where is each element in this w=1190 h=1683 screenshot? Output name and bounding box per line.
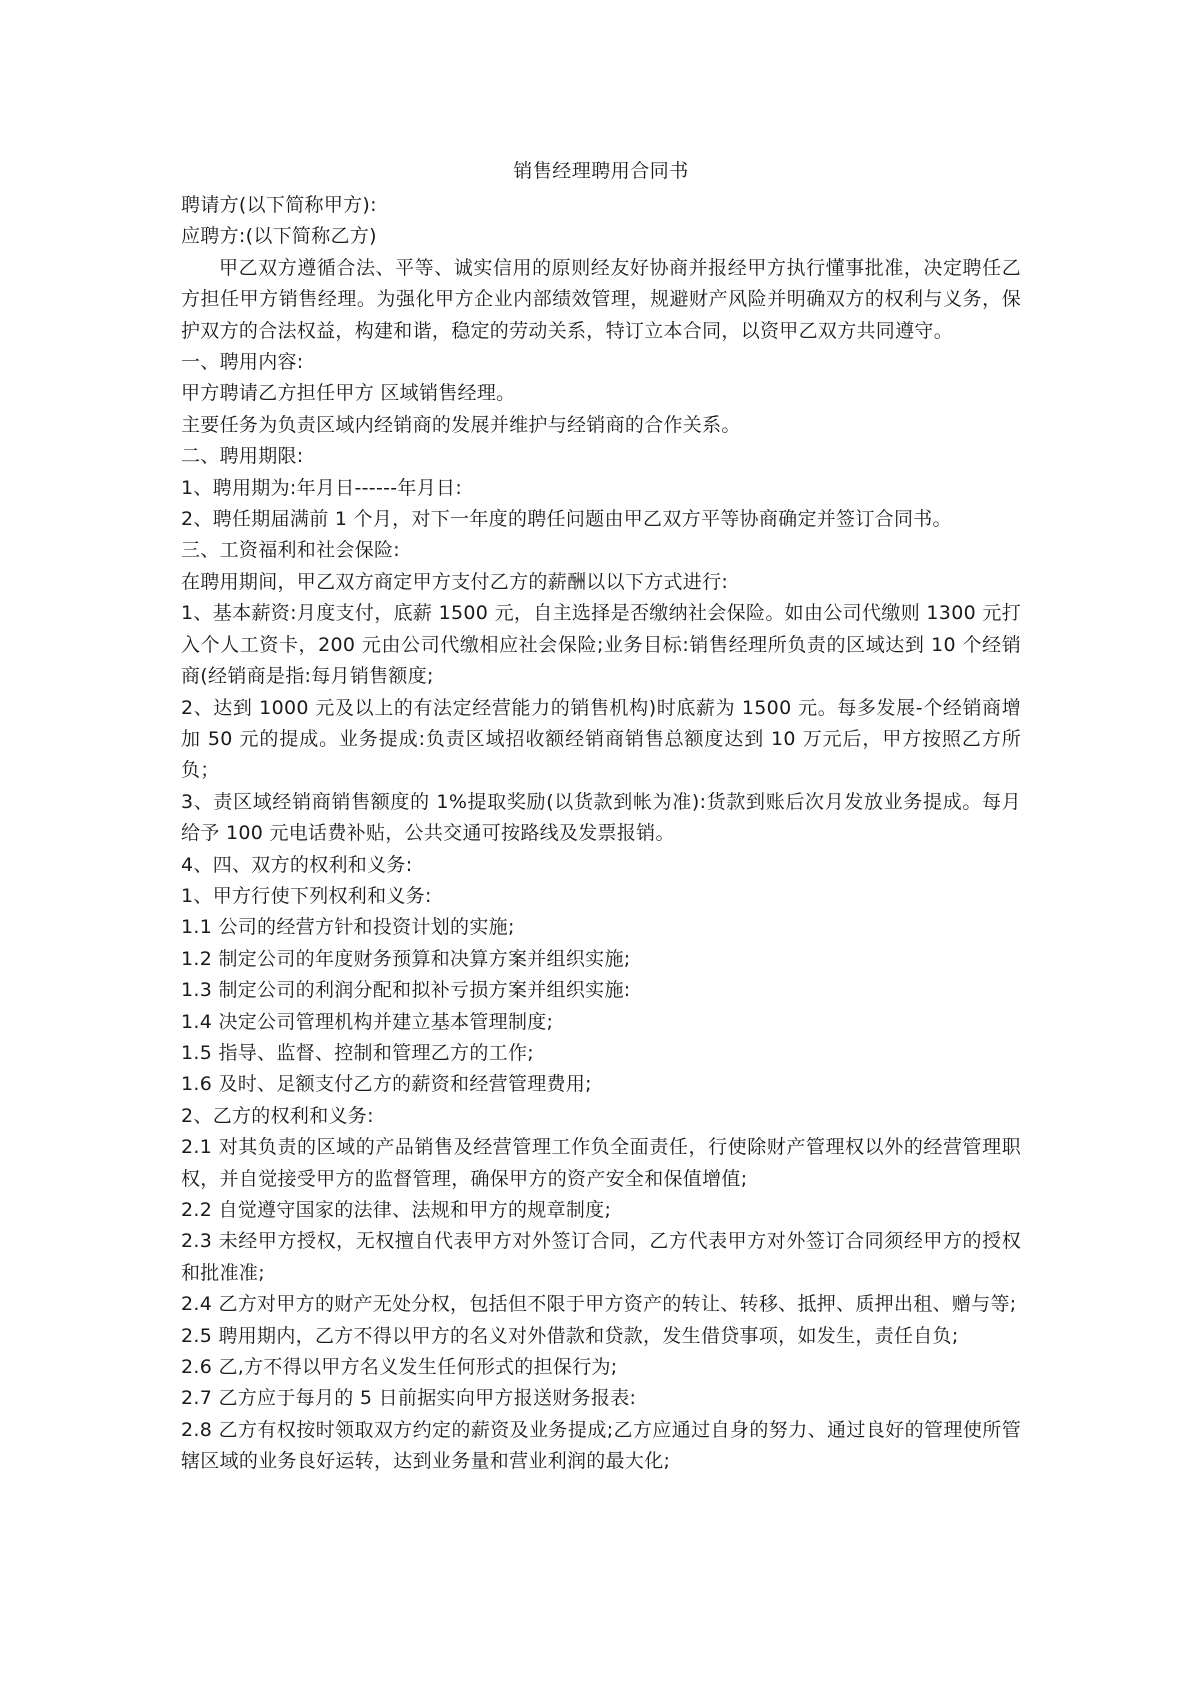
document-paragraph: 2.8 乙方有权按时领取双方约定的薪资及业务提成;乙方应通过自身的努力、通过良好的管理使所管辖区域的业务良好运转，达到业务量和营业利润的最大化; — [181, 1418, 1021, 1473]
document-paragraph: 1、基本薪资:月度支付，底薪 1500 元，自主选择是否缴纳社会保险。如由公司代缴则 1300 元打入个人工资卡，200 元由公司代缴相应社会保险;业务目标:销售经理所负责的区域达到 10 个经销商(经销商是指:每月销售额度; — [181, 602, 1021, 688]
document-paragraph: 1、聘用期为:年月日------年月日: — [181, 476, 463, 499]
document-paragraph: 一、聘用内容: — [181, 351, 304, 374]
document-paragraph: 在聘用期间，甲乙双方商定甲方支付乙方的薪酬以以下方式进行: — [181, 570, 729, 593]
document-paragraph: 1.5 指导、监督、控制和管理乙方的工作; — [181, 1041, 534, 1064]
document-paragraph: 4、四、双方的权利和义务: — [181, 853, 413, 876]
document-paragraph: 1.1 公司的经营方针和投资计划的实施; — [181, 916, 515, 939]
document-paragraph: 1.6 及时、足额支付乙方的薪资和经营管理费用; — [181, 1073, 592, 1096]
document-paragraph: 1、甲方行使下列权利和义务: — [181, 884, 432, 907]
document-paragraph: 甲方聘请乙方担任甲方 区域销售经理。 — [181, 382, 516, 405]
document-paragraph: 主要任务为负责区域内经销商的发展并维护与经销商的合作关系。 — [181, 413, 741, 436]
document-paragraph: 2.4 乙方对甲方的财产无处分权，包括但不限于甲方资产的转让、转移、抵押、质押出租、赠与等; — [181, 1293, 1017, 1316]
document-paragraph: 应聘方:(以下简称乙方) — [181, 225, 377, 248]
document-paragraph: 三、工资福利和社会保险: — [181, 539, 401, 562]
document-paragraph: 2.7 乙方应于每月的 5 日前据实向甲方报送财务报表: — [181, 1387, 637, 1410]
document-page — [181, 152, 1021, 1478]
document-paragraph: 2.2 自觉遵守国家的法律、法规和甲方的规章制度; — [181, 1199, 612, 1221]
document-paragraph: 2、聘任期届满前 1 个月，对下一年度的聘任问题由甲乙双方平等协商确定并签订合同书。 — [181, 508, 952, 531]
document-paragraph: 二、聘用期限: — [181, 445, 304, 468]
document-paragraph: 1.3 制定公司的利润分配和拟补亏损方案并组织实施: — [181, 979, 631, 1002]
document-paragraph: 聘请方(以下简称甲方): — [181, 194, 377, 216]
document-paragraph: 1.4 决定公司管理机构并建立基本管理制度; — [181, 1010, 554, 1033]
document-paragraph: 甲乙双方遵循合法、平等、诚实信用的原则经友好协商并报经甲方执行懂事批准，决定聘任乙方担任甲方销售经理。为强化甲方企业内部绩效管理，规避财产风险并明确双方的权利与义务，保护双方的合法权益，构建和谐，稳定的劳动关系，特订立本合同，以资甲乙双方共同遵守。 — [181, 256, 1021, 342]
document-title: 销售经理聘用合同书 — [513, 160, 689, 182]
document-paragraph: 2、乙方的权利和义务: — [181, 1104, 374, 1127]
document-paragraph: 2.1 对其负责的区域的产品销售及经营管理工作负全面责任，行使除财产管理权以外的经营管理职权，并自觉接受甲方的监督管理，确保甲方的资产安全和保值增值; — [181, 1136, 1021, 1190]
document-paragraph: 2.3 未经甲方授权，无权擅自代表甲方对外签订合同，乙方代表甲方对外签订合同须经甲方的授权和批准准; — [181, 1230, 1021, 1284]
document-body — [181, 190, 1021, 1478]
document-paragraph: 3、责区域经销商销售额度的 1%提取奖励(以货款到帐为准):货款到账后次月发放业务提成。每月给予 100 元电话费补贴，公共交通可按路线及发票报销。 — [181, 790, 1021, 845]
document-paragraph: 2、达到 1000 元及以上的有法定经营能力的销售机构)时底薪为 1500 元。每多发展-个经销商增加 50 元的提成。业务提成:负责区域招收额经销商销售总额度达到 10 万元后，甲方按照乙方所负； — [181, 696, 1021, 782]
document-paragraph: 1.2 制定公司的年度财务预算和决算方案并组织实施; — [181, 947, 631, 970]
document-paragraph: 2.6 乙,方不得以甲方名义发生任何形式的担保行为; — [181, 1356, 618, 1379]
document-paragraph: 2.5 聘用期内，乙方不得以甲方的名义对外借款和贷款，发生借贷事项，如发生，责任自负; — [181, 1324, 959, 1347]
